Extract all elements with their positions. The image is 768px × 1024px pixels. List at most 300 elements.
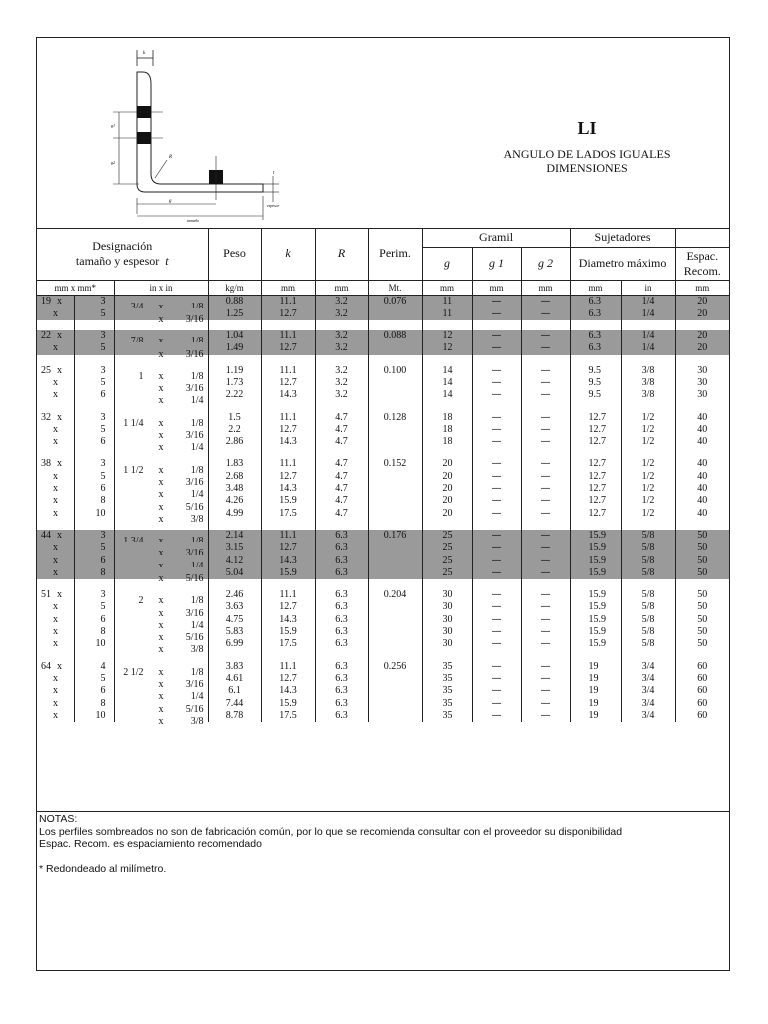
diagram-g-label: g [169,199,172,204]
cell-g2: — [521,389,570,401]
size-mm: 25 [41,364,51,376]
cell-g2: — [521,436,570,448]
cell-peso: 2.68 [208,471,261,483]
cell-R: 6.3 [315,710,368,722]
cell-R: 6.3 [315,698,368,710]
table-row [37,710,729,722]
cell-diam-in: 3/4 [621,673,675,685]
cell-peso: 1.5 [208,412,261,424]
cell-perim [368,601,422,613]
cell-peso: 6.1 [208,685,261,697]
diagram-k-label: k [143,51,146,56]
cell-perim [368,389,422,401]
thickness-in: 3/16 [185,679,204,691]
cell-diam-mm: 15.9 [570,542,621,554]
cell-g1: — [472,698,521,710]
cell-k: 11.1 [261,661,315,673]
cell-espac: 50 [697,626,708,638]
group-spacer [37,520,729,530]
cell-inches: 1 1/2 x 1/8 [114,458,208,470]
cell-thickness-mm: 8 [74,698,114,710]
header-gramil: Gramil [422,228,570,247]
cell-R: 6.3 [315,530,368,542]
cell-perim: 0.100 [368,365,422,377]
cell-k: 15.9 [261,698,315,710]
cell-inches: 2 1/2 x 1/8 [114,661,208,673]
group-spacer [37,402,729,412]
cell-peso: 6.99 [208,638,261,650]
cell-size-mm: x [37,710,74,722]
cell-perim: 0.076 [368,295,422,308]
cell-g1: — [472,542,521,554]
cell-g2: — [521,661,570,673]
cell-k: 15.9 [261,495,315,507]
cell-espac: 50 [675,530,729,542]
unit-k: mm [261,280,315,295]
cell-g: 35 [422,710,472,722]
cell-inches: x 5/16 [114,567,208,579]
cell-g2: — [521,458,570,470]
cell-g: 30 [422,589,472,601]
cell-diam-in: 1/2 [621,458,675,470]
cell-diam-mm: 15.9 [570,614,621,626]
size-in: 1 1/4 [123,417,144,429]
cell-size-mm: 44 x [37,530,74,542]
cell-diam-in: 5/8 [621,626,675,638]
cell-espac: 20 [675,295,729,308]
dimensions-table [37,228,729,727]
cell-k: 14.3 [261,483,315,495]
cell-peso: 4.61 [208,673,261,685]
cell-diam-mm: 15.9 [570,601,621,613]
unit-g1: mm [472,280,521,295]
cell-g2: — [521,308,570,320]
cell-diam-in: 5/8 [621,530,675,542]
thickness-in: 3/8 [190,513,204,525]
cell-k: 17.5 [261,710,315,722]
cell-R: 3.2 [315,295,368,308]
cell-g: 11 [422,295,472,308]
cell-g: 25 [422,567,472,579]
cell-k: 14.3 [261,685,315,697]
cell-R: 6.3 [315,661,368,673]
thickness-in: 1/8 [190,595,204,607]
cell-diam-in: 5/8 [621,567,675,579]
size-mm: 19 [41,295,51,307]
cell-k: 15.9 [261,626,315,638]
cell-g2: — [521,589,570,601]
cell-inches: 2 x 1/8 [114,589,208,601]
cell-peso: 4.99 [208,508,261,520]
cell-k: 12.7 [261,601,315,613]
cell-k: 12.7 [261,471,315,483]
cell-inches: 1 1/4 x 1/8 [114,412,208,424]
cell-g1: — [472,342,521,354]
cell-g2: — [521,685,570,697]
cell-size-mm: x [37,377,74,389]
cell-espac: 50 [697,589,708,601]
cell-g1: — [472,471,521,483]
cell-thickness-mm: 3 [74,589,114,601]
cell-peso: 3.48 [208,483,261,495]
cell-perim: 0.128 [368,412,422,424]
cell-thickness-mm: 6 [74,436,114,448]
cell-peso: 5.83 [208,626,261,638]
cell-g: 30 [422,601,472,613]
cell-diam-in: 1/4 [621,342,675,354]
cell-g1: — [472,495,521,507]
cell-peso: 7.44 [208,698,261,710]
cell-espac: 60 [697,660,708,672]
cell-g2: — [521,601,570,613]
cell-espac: 20 [675,308,729,320]
unit-perim: Mt. [368,280,422,295]
cell-inches [114,555,208,567]
cell-g: 11 [422,308,472,320]
cell-R: 6.3 [315,589,368,601]
cell-diam-mm: 15.9 [570,638,621,650]
cell-inches [114,295,208,308]
cell-inches: 1 x 1/8 [114,365,208,377]
cell-k: 12.7 [261,673,315,685]
group-spacer [37,651,729,661]
cell-inches: x 3/16 [114,377,208,389]
thickness-in: 1/4 [190,395,204,407]
cell-R: 6.3 [315,567,368,579]
cell-perim [368,424,422,436]
cell-diam-mm: 15.9 [570,626,621,638]
cell-diam-in: 1/2 [621,483,675,495]
cell-espac: 40 [697,495,708,507]
table-row [37,508,729,520]
notes-line2: Espac. Recom. es espaciamiento recomendado [39,838,262,850]
cell-thickness-mm: 3 [74,530,114,542]
table-row [37,330,729,342]
cell-diam-in: 5/8 [621,555,675,567]
group-spacer [37,320,729,330]
cell-R: 6.3 [315,601,368,613]
unit-mm: mm x mm* [37,280,114,295]
title-block [467,118,707,175]
cell-inches [114,330,208,342]
thickness-in: 5/16 [185,501,204,513]
table-row [37,308,729,320]
cell-thickness-mm: 3 [74,458,114,470]
cell-perim [368,555,422,567]
cell-g1: — [472,424,521,436]
header [37,38,729,229]
cell-g1: — [472,589,521,601]
notes-line1: Los perfiles sombreados no son de fabricación común, por lo que se recomienda consultar con el proveedor su disponibilidad [39,825,623,838]
cell-peso: 5.04 [208,567,261,579]
cell-peso: 2.14 [208,530,261,542]
cell-g2: — [521,542,570,554]
cell-size-mm: 19 x [37,295,74,308]
cell-size-mm: 64 x [37,661,74,673]
diagram-tamano-label: tamaño [187,218,199,222]
cell-diam-mm: 12.7 [570,483,621,495]
cell-perim [368,638,422,650]
cell-k: 12.7 [261,542,315,554]
cell-perim: 0.088 [368,330,422,342]
cell-diam-mm: 19 [570,710,621,722]
diagram-espesor-label: espesor [267,203,280,208]
cell-thickness-mm: 8 [74,495,114,507]
cell-g1: — [472,614,521,626]
cell-diam-mm: 15.9 [570,530,621,542]
cell-diam-mm: 12.7 [570,436,621,448]
cell-R: 6.3 [315,614,368,626]
size-in: 2 [138,595,144,607]
cell-perim: 0.152 [368,458,422,470]
cell-thickness-mm: 5 [74,471,114,483]
cell-g1: — [472,638,521,650]
header-diametro: Diametro máximo [570,247,675,280]
cell-R: 3.2 [315,377,368,389]
table-row [37,567,729,579]
page-title: LI [577,118,597,138]
cell-perim [368,471,422,483]
cell-g2: — [521,530,570,542]
size-mm: 38 [41,458,51,470]
cell-perim [368,495,422,507]
cell-espac: 60 [697,697,708,709]
header-g2: g 2 [521,247,570,280]
cell-g1: — [472,412,521,424]
unit-g: mm [422,280,472,295]
cell-R: 6.3 [315,626,368,638]
header-designacion: Designación tamaño y espesor t [37,228,208,280]
cell-g: 35 [422,661,472,673]
cell-g1: — [472,330,521,342]
cell-thickness-mm: 8 [74,626,114,638]
units-row [37,280,729,295]
cell-diam-in: 3/4 [621,698,675,710]
thickness-in: 1/8 [190,464,204,476]
table-row [37,436,729,448]
cell-perim [368,685,422,697]
cell-diam-mm: 12.7 [570,495,621,507]
cell-thickness-mm: 6 [74,555,114,567]
cell-perim [368,436,422,448]
cell-size-mm: 25 x [37,365,74,377]
cell-espac: 20 [675,342,729,354]
table-row [37,495,729,507]
cell-diam-mm: 15.9 [570,589,621,601]
cell-g1: — [472,673,521,685]
cell-g: 14 [422,389,472,401]
cell-espac: 60 [697,672,708,684]
cell-g: 12 [422,330,472,342]
cell-g: 20 [422,495,472,507]
cell-size-mm: x [37,424,74,436]
table-row [37,412,729,424]
cell-peso: 1.49 [208,342,261,354]
cell-R: 6.3 [315,673,368,685]
cell-k: 12.7 [261,377,315,389]
unit-g2: mm [521,280,570,295]
thickness-in: 3/16 [185,313,204,325]
cell-g2: — [521,673,570,685]
cell-thickness-mm: 6 [74,483,114,495]
cell-espac: 20 [675,330,729,342]
cell-k: 12.7 [261,308,315,320]
cell-peso: 4.75 [208,614,261,626]
cell-diam-in: 5/8 [621,601,675,613]
cell-peso: 2.86 [208,436,261,448]
cell-espac: 50 [697,613,708,625]
cell-g: 18 [422,424,472,436]
cell-perim [368,626,422,638]
unit-in: in x in [114,280,208,295]
thickness-in: 1/4 [190,619,204,631]
cell-R: 3.2 [315,330,368,342]
cell-diam-in: 3/4 [621,685,675,697]
cell-perim: 0.176 [368,530,422,542]
cell-size-mm: 32 x [37,412,74,424]
thickness-in: 1/4 [190,691,204,703]
cell-size-mm: x [37,495,74,507]
cell-diam-mm: 12.7 [570,412,621,424]
cell-diam-in: 3/8 [621,365,675,377]
cell-g: 25 [422,530,472,542]
cell-espac: 40 [697,436,708,448]
cell-g2: — [521,424,570,436]
cell-thickness-mm: 6 [74,614,114,626]
cell-thickness-mm: 4 [74,661,114,673]
document-frame [36,37,730,971]
cell-size-mm: x [37,436,74,448]
cell-espac: 50 [675,542,729,554]
cell-g: 25 [422,555,472,567]
cell-size-mm: x [37,471,74,483]
table-row [37,673,729,685]
cell-thickness-mm: 10 [74,710,114,722]
cell-R: 4.7 [315,495,368,507]
cell-g2: — [521,365,570,377]
cell-k: 15.9 [261,567,315,579]
cell-g2: — [521,295,570,308]
cell-g1: — [472,295,521,308]
cell-peso: 2.22 [208,389,261,401]
cell-g2: — [521,508,570,520]
cell-k: 17.5 [261,508,315,520]
cell-espac: 40 [697,411,708,423]
unit-diam-mm: mm [570,280,621,295]
cell-g1: — [472,458,521,470]
thickness-in: 3/16 [185,476,204,488]
header-peso: Peso [208,228,261,280]
table-row [37,342,729,354]
thickness-in: 3/8 [190,715,204,727]
cell-peso: 4.12 [208,555,261,567]
table-row [37,542,729,554]
cell-R: 3.2 [315,365,368,377]
cell-thickness-mm: 5 [74,377,114,389]
cell-g: 18 [422,412,472,424]
thickness-in: 5/16 [185,572,204,584]
header-g1: g 1 [472,247,521,280]
thickness-in: 3/16 [185,430,204,442]
cell-size-mm: x [37,601,74,613]
cell-espac: 50 [675,567,729,579]
thickness-in: 1/8 [190,370,204,382]
cell-perim [368,377,422,389]
cell-inches: x 3/8 [114,508,208,520]
table-row [37,555,729,567]
cell-thickness-mm: 3 [74,295,114,308]
cell-g2: — [521,377,570,389]
cell-perim [368,308,422,320]
cell-inches: x 1/4 [114,685,208,697]
cell-espac: 50 [697,601,708,613]
diagram-g1-label: g1 [111,123,115,128]
cell-g1: — [472,483,521,495]
thickness-in: 1/4 [190,442,204,454]
size-in: 1 [138,370,144,382]
cell-diam-in: 3/4 [621,710,675,722]
table-row [37,471,729,483]
cell-inches [114,542,208,554]
cell-g1: — [472,365,521,377]
cell-diam-in: 5/8 [621,542,675,554]
thickness-in: 3/16 [185,607,204,619]
cell-diam-in: 5/8 [621,589,675,601]
cell-g2: — [521,330,570,342]
cell-g1: — [472,508,521,520]
cell-g: 25 [422,542,472,554]
cell-size-mm: x [37,614,74,626]
cell-peso: 2.2 [208,424,261,436]
cell-R: 4.7 [315,424,368,436]
header-g: g [422,247,472,280]
cell-diam-in: 3/4 [621,661,675,673]
cell-g1: — [472,530,521,542]
cell-inches: x 3/8 [114,638,208,650]
thickness-in: 3/8 [190,644,204,656]
cell-diam-in: 3/8 [621,377,675,389]
cell-diam-mm: 9.5 [570,365,621,377]
cell-diam-mm: 6.3 [570,330,621,342]
cell-size-mm: x [37,567,74,579]
cell-peso: 1.73 [208,377,261,389]
cell-R: 4.7 [315,458,368,470]
cell-peso: 1.83 [208,458,261,470]
cell-espac: 30 [697,389,708,401]
table-row [37,424,729,436]
thickness-in: 5/16 [185,632,204,644]
cell-g1: — [472,601,521,613]
cell-inches: x 5/16 [114,495,208,507]
cell-size-mm: x [37,542,74,554]
cell-g2: — [521,495,570,507]
table-row [37,483,729,495]
thickness-in: 3/16 [185,383,204,395]
cell-g: 35 [422,685,472,697]
cell-thickness-mm: 5 [74,424,114,436]
cell-size-mm: x [37,555,74,567]
cell-g2: — [521,614,570,626]
cell-inches: x 3/8 [114,710,208,722]
cell-R: 3.2 [315,389,368,401]
cell-diam-mm: 19 [570,685,621,697]
cell-diam-in: 1/2 [621,471,675,483]
cell-diam-mm: 6.3 [570,295,621,308]
cell-diam-in: 1/2 [621,412,675,424]
cell-inches: x 3/16 [114,471,208,483]
cell-diam-mm: 19 [570,698,621,710]
cell-inches: x 3/16 [114,673,208,685]
